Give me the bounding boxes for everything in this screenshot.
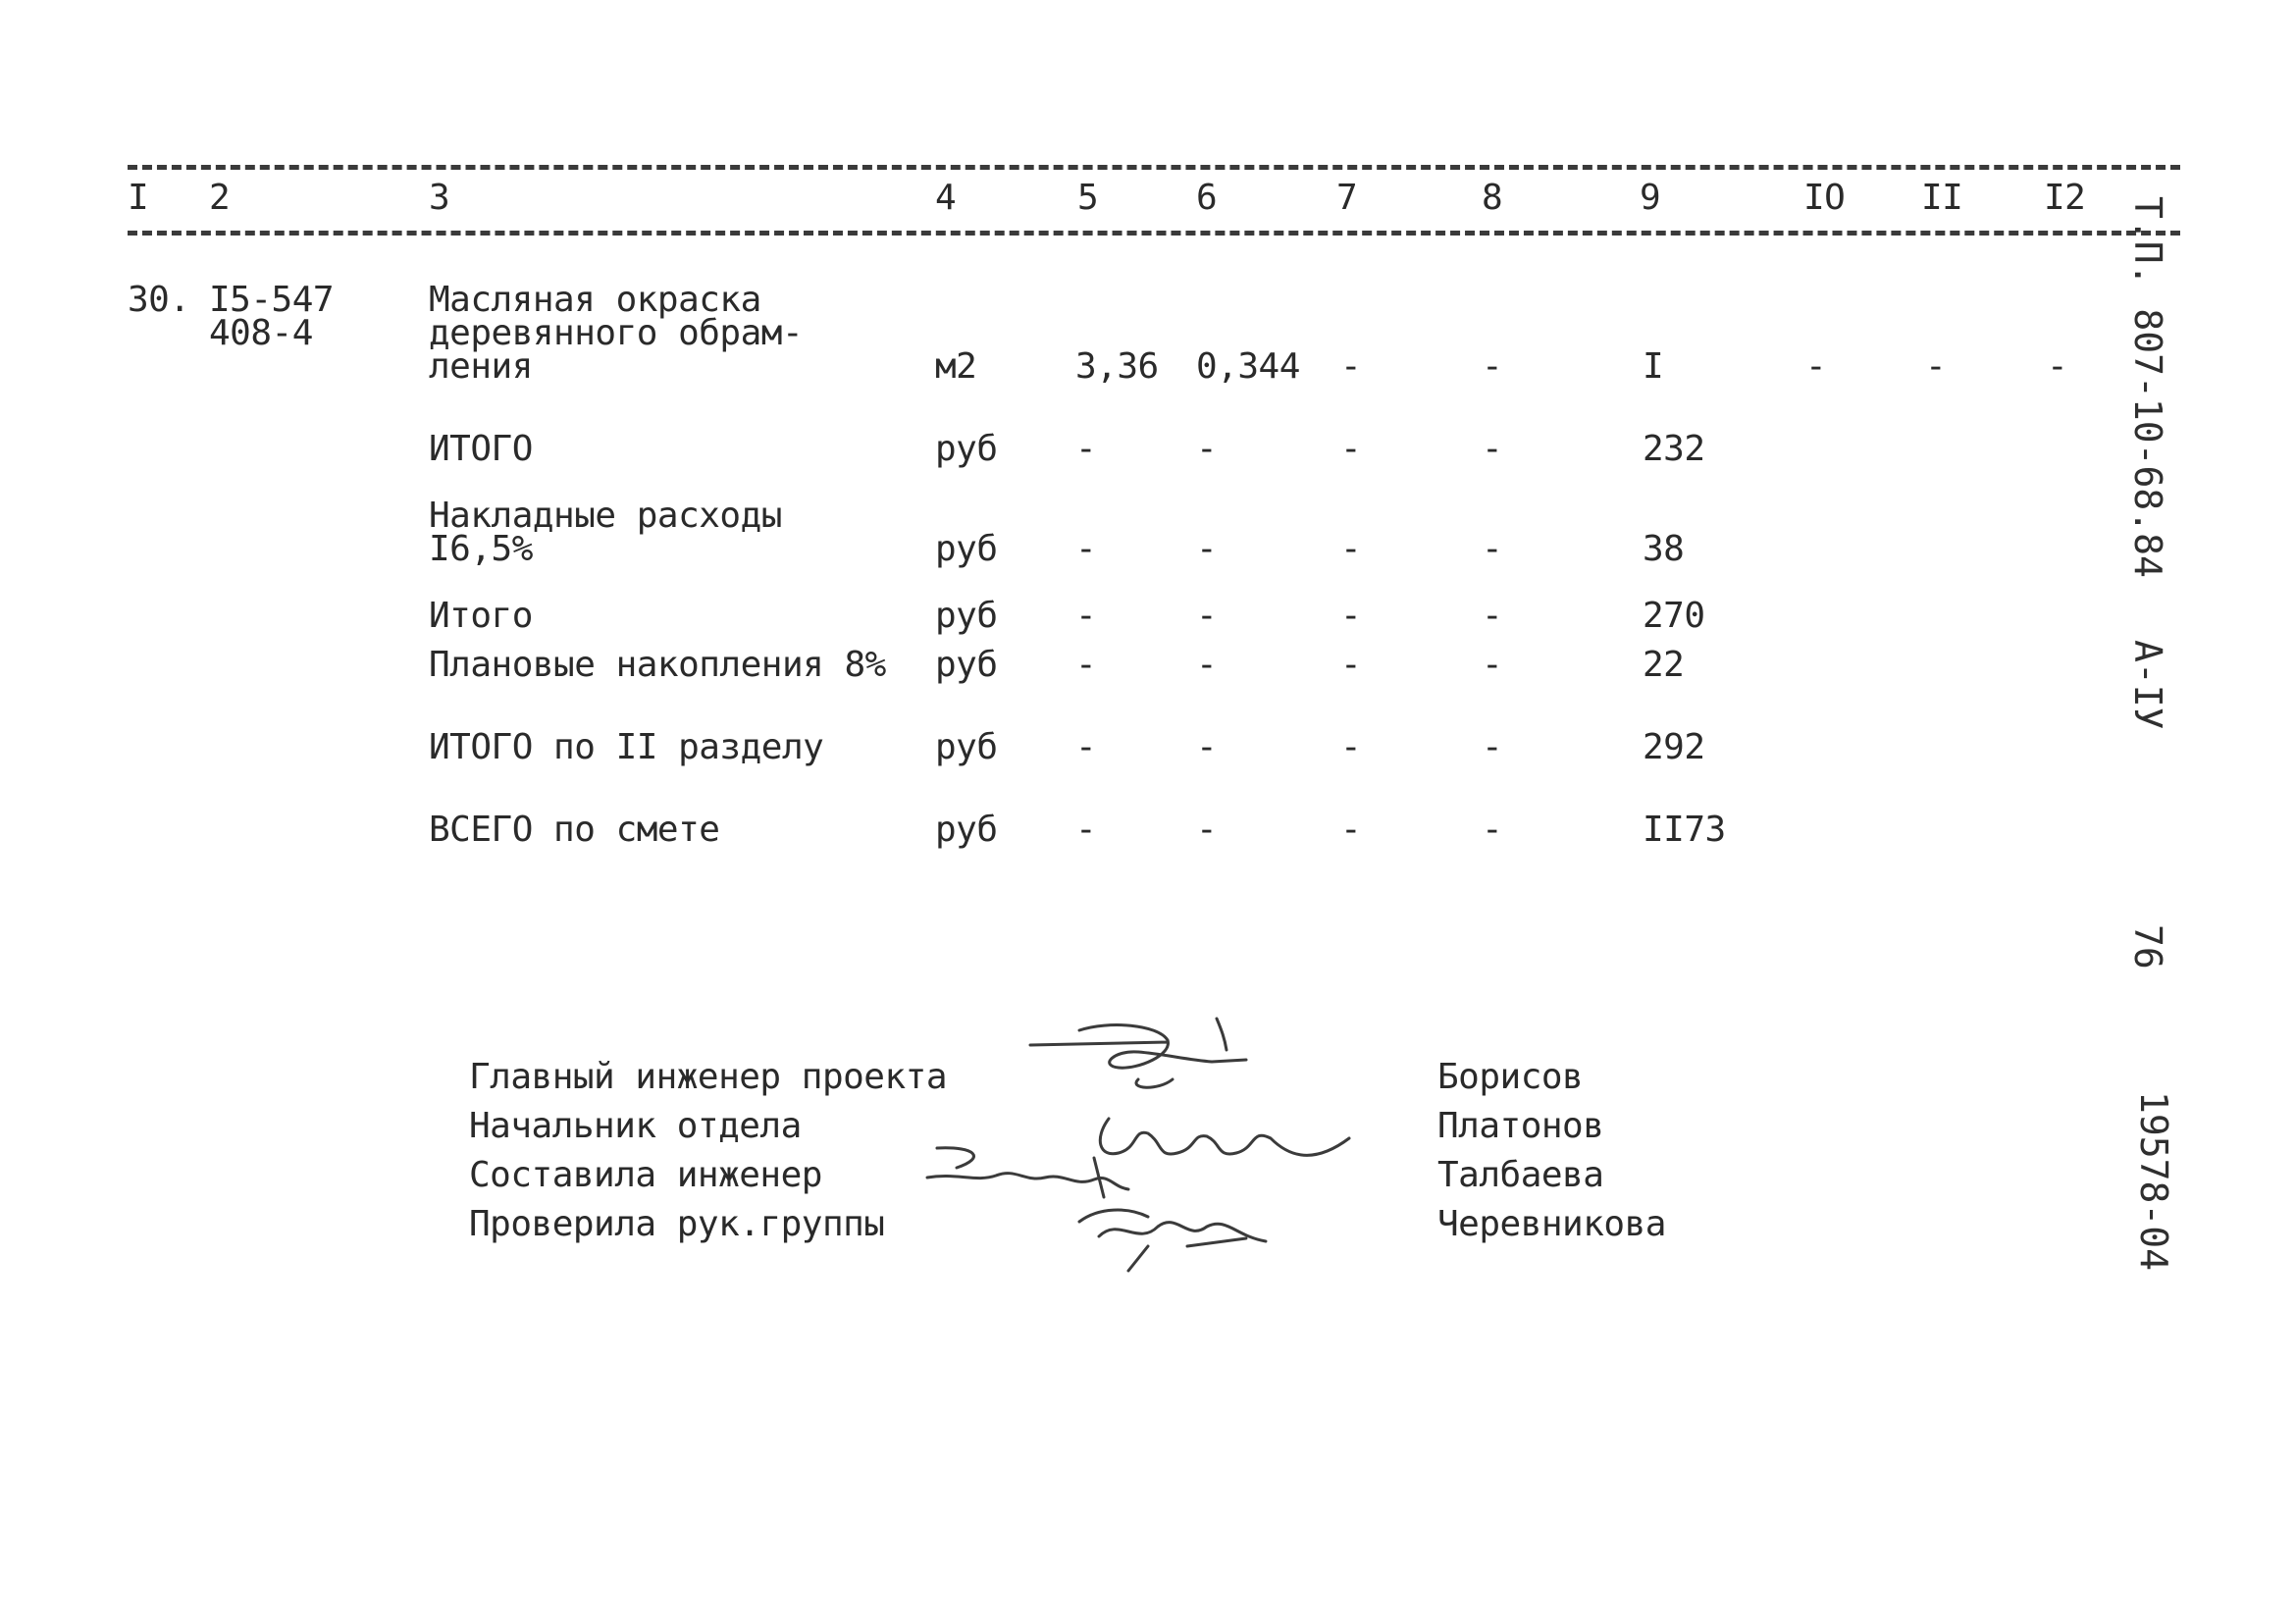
col-header-1: I — [128, 178, 149, 218]
handwritten-signature-chief-engineer — [1020, 1011, 1276, 1099]
col-header-11: II — [1921, 178, 1963, 218]
row-unit: руб — [935, 727, 998, 767]
item-number: 30. — [128, 280, 190, 320]
row-col9: II73 — [1643, 810, 1726, 850]
row-unit: руб — [935, 810, 998, 850]
row-col8: - — [1482, 645, 1503, 685]
row-col9: 232 — [1643, 429, 1705, 469]
item-col6: 0,344 — [1196, 346, 1300, 387]
col-header-5: 5 — [1077, 178, 1099, 218]
col-header-3: 3 — [429, 178, 450, 218]
row-col5: - — [1075, 529, 1097, 569]
header-bottom-rule — [128, 231, 2180, 236]
row-label: Итого — [429, 596, 533, 636]
item-col9: I — [1643, 346, 1664, 387]
item-code: I5-547 — [209, 280, 335, 320]
row-col7: - — [1340, 810, 1362, 850]
col-header-4: 4 — [935, 178, 957, 218]
item-col10: - — [1805, 346, 1827, 387]
row-col8: - — [1482, 727, 1503, 767]
row-col8: - — [1482, 429, 1503, 469]
side-doc-code: Т.П. 807-10-68.84 — [2126, 196, 2169, 578]
row-label-2: I6,5% — [429, 529, 533, 569]
signature-name: Борисов — [1437, 1057, 1584, 1097]
row-label: Плановые накопления 8% — [429, 645, 886, 685]
row-col9: 292 — [1643, 727, 1705, 767]
row-col5: - — [1075, 429, 1097, 469]
side-album: А-IУ — [2126, 640, 2169, 730]
row-col7: - — [1340, 429, 1362, 469]
row-col5: - — [1075, 727, 1097, 767]
row-col5: - — [1075, 810, 1097, 850]
row-col7: - — [1340, 727, 1362, 767]
item-unit: м2 — [935, 346, 977, 387]
col-header-10: IO — [1803, 178, 1846, 218]
header-top-rule — [128, 165, 2180, 170]
item-name-line-2: деревянного обрам- — [429, 313, 804, 353]
col-header-9: 9 — [1640, 178, 1661, 218]
signature-role: Начальник отдела — [469, 1106, 802, 1146]
row-unit: руб — [935, 429, 998, 469]
row-col9: 38 — [1643, 529, 1685, 569]
signature-name: Черевникова — [1437, 1204, 1666, 1244]
item-col5: 3,36 — [1075, 346, 1159, 387]
handwritten-signature-group-lead — [1070, 1187, 1295, 1281]
item-col12: - — [2047, 346, 2068, 387]
item-col7: - — [1340, 346, 1362, 387]
row-col9: 22 — [1643, 645, 1685, 685]
col-header-12: I2 — [2044, 178, 2086, 218]
row-col5: - — [1075, 596, 1097, 636]
col-header-8: 8 — [1482, 178, 1503, 218]
signature-role: Проверила рук.группы — [469, 1204, 885, 1244]
col-header-2: 2 — [209, 178, 231, 218]
row-col6: - — [1196, 529, 1218, 569]
row-col8: - — [1482, 596, 1503, 636]
signature-role: Составила инженер — [469, 1155, 822, 1195]
row-unit: руб — [935, 529, 998, 569]
col-header-7: 7 — [1336, 178, 1358, 218]
side-page-number: 76 — [2126, 924, 2169, 969]
row-col8: - — [1482, 529, 1503, 569]
row-unit: руб — [935, 596, 998, 636]
item-col8: - — [1482, 346, 1503, 387]
item-name-line-3: ления — [429, 346, 533, 387]
side-inventory-number: 19578-04 — [2132, 1091, 2175, 1272]
item-code-2: 408-4 — [209, 313, 313, 353]
row-col6: - — [1196, 596, 1218, 636]
signature-name: Талбаева — [1437, 1155, 1604, 1195]
row-col6: - — [1196, 429, 1218, 469]
row-col6: - — [1196, 810, 1218, 850]
row-col8: - — [1482, 810, 1503, 850]
row-col5: - — [1075, 645, 1097, 685]
row-col6: - — [1196, 645, 1218, 685]
col-header-6: 6 — [1196, 178, 1218, 218]
row-col9: 270 — [1643, 596, 1705, 636]
row-label: ИТОГО — [429, 429, 533, 469]
row-col7: - — [1340, 645, 1362, 685]
item-name-line-1: Масляная окраска — [429, 280, 761, 320]
row-col7: - — [1340, 529, 1362, 569]
row-col6: - — [1196, 727, 1218, 767]
signature-name: Платонов — [1437, 1106, 1604, 1146]
row-label: Накладные расходы — [429, 496, 782, 536]
item-col11: - — [1925, 346, 1947, 387]
signature-role: Главный инженер проекта — [469, 1057, 947, 1097]
row-col7: - — [1340, 596, 1362, 636]
row-unit: руб — [935, 645, 998, 685]
row-label: ВСЕГО по смете — [429, 810, 720, 850]
row-label: ИТОГО по II разделу — [429, 727, 824, 767]
